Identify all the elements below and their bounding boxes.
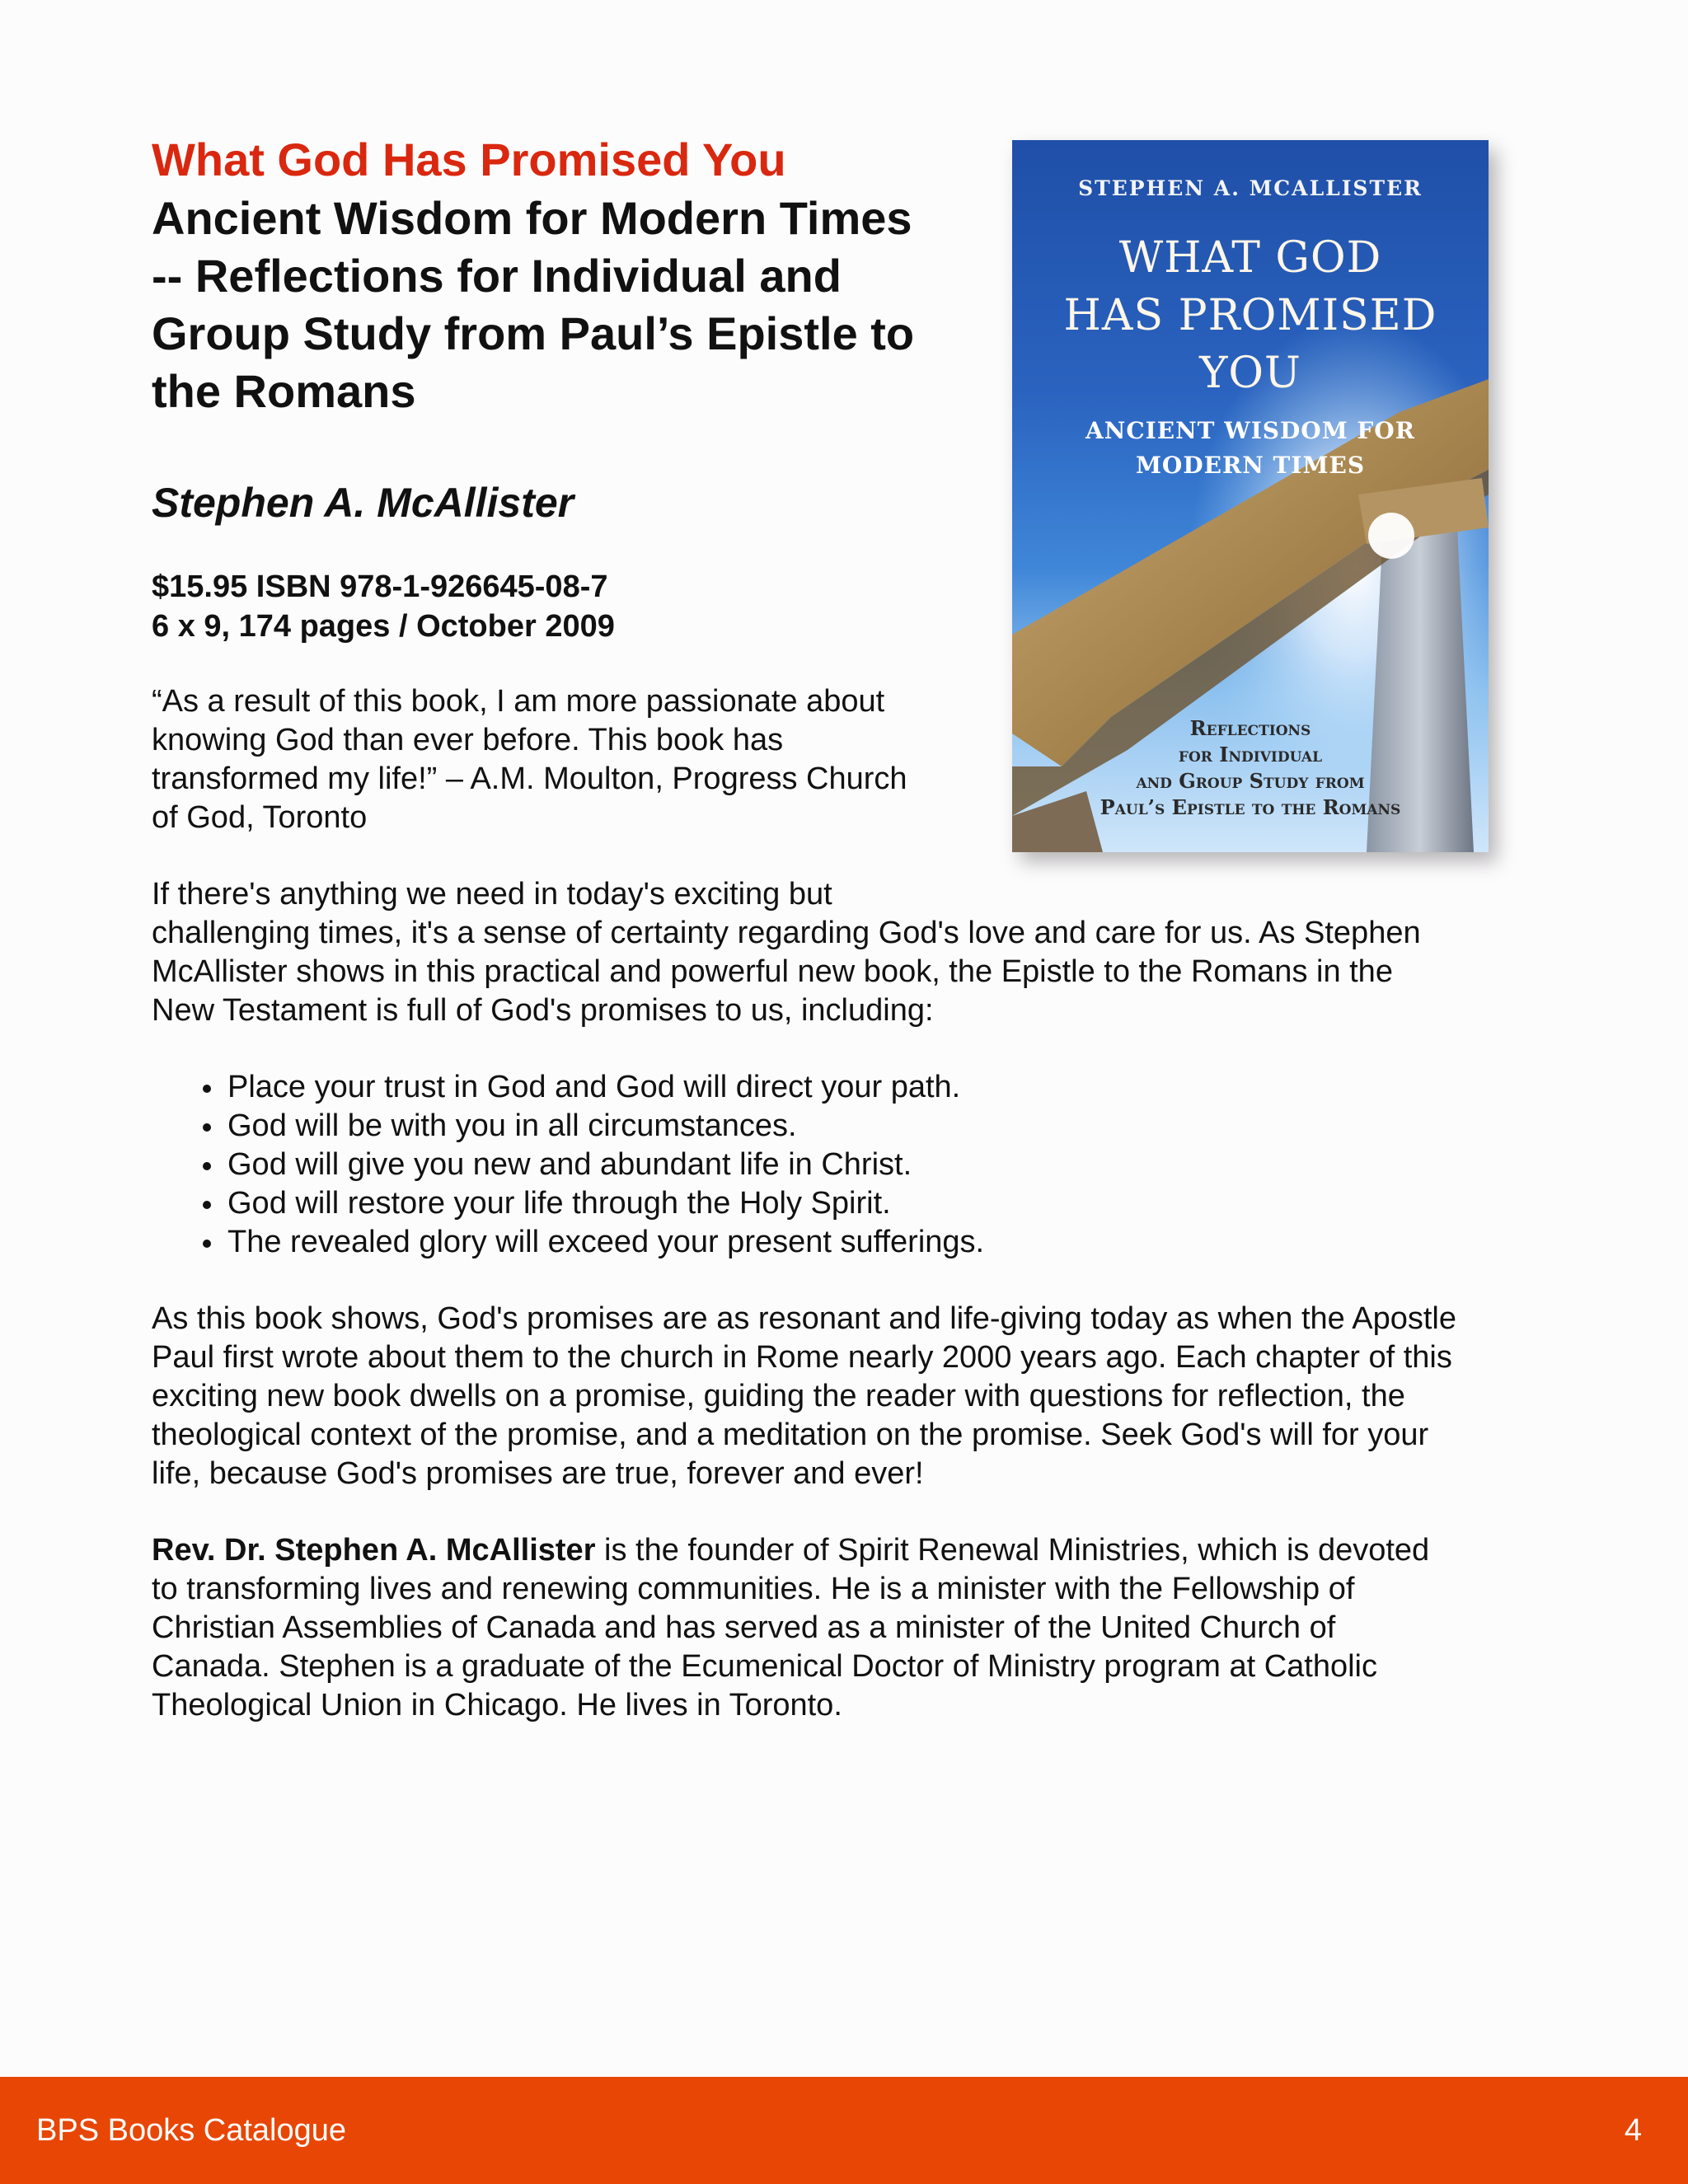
quote-line: of God, Toronto — [152, 800, 368, 835]
list-item — [152, 1146, 984, 1184]
description-line: As this book shows, God's promises are as resonant and life-giving today as when the Apostle — [152, 1301, 1457, 1336]
quote-line: transformed my life!” – A.M. Moulton, Progress Church — [152, 762, 907, 796]
cover-tagline-line: for Individual — [1178, 743, 1323, 766]
book-author: Stephen A. McAllister — [152, 480, 574, 526]
intro-line: challenging times, it's a sense of certainty regarding God's love and care for us. As Stephen — [152, 916, 1421, 950]
catalogue-name: BPS Books Catalogue — [36, 2113, 347, 2148]
testimonial-quote — [152, 682, 976, 837]
list-item — [152, 1223, 984, 1262]
promise-text: God will be with you in all circumstances. — [227, 1108, 797, 1143]
cover-title-line: WHAT GOD — [1118, 233, 1382, 283]
bullet-icon — [203, 1085, 211, 1093]
book-subtitle-line: the Romans — [152, 365, 416, 417]
cover-title-line: HAS PROMISED — [1063, 291, 1437, 340]
book-subtitle-line: Ancient Wisdom for Modern Times — [152, 192, 912, 244]
bio-line: to transforming lives and renewing communities. He is a minister with the Fellowship of — [152, 1572, 1355, 1606]
page-number: 4 — [1624, 2113, 1642, 2148]
book-subtitle-line: Group Study from Paul’s Epistle to — [152, 307, 915, 359]
cover-subtitle — [1012, 414, 1489, 483]
bullet-icon — [203, 1240, 211, 1248]
cover-title-line: YOU — [1199, 349, 1301, 398]
cover-tagline-line: Paul’s Epistle to the Romans — [1100, 795, 1401, 819]
cover-author: STEPHEN A. MCALLISTER — [1078, 176, 1423, 200]
bio-line: Theological Union in Chicago. He lives in Toronto. — [152, 1688, 842, 1722]
description-line: Paul first wrote about them to the church in Rome nearly 2000 years ago. Each chapter of this — [152, 1340, 1452, 1375]
promise-text: God will give you new and abundant life in Christ. — [227, 1147, 912, 1182]
quote-line: “As a result of this book, I am more passionate about — [152, 684, 885, 719]
quote-line: knowing God than ever before. This book has — [152, 723, 784, 757]
promise-text: Place your trust in God and God will direct your path. — [227, 1070, 961, 1104]
bio-first-line — [152, 1531, 1553, 1570]
book-subtitle-line: -- Reflections for Individual and — [152, 250, 842, 302]
description-paragraph — [152, 1300, 1553, 1493]
book-title-block — [152, 130, 992, 420]
page-footer — [0, 2077, 1688, 2184]
book-meta — [152, 567, 615, 646]
bullet-icon — [203, 1162, 211, 1170]
promises-list — [152, 1068, 984, 1262]
format-pages-date: 6 x 9, 174 pages / October 2009 — [152, 609, 615, 644]
intro-line: McAllister shows in this practical and powerful new book, the Epistle to the Romans in the — [152, 954, 1393, 989]
bio-text: is the founder of Spirit Renewal Ministries, which is devoted — [595, 1533, 1430, 1568]
price-isbn: $15.95 ISBN 978-1-926645-08-7 — [152, 569, 608, 604]
description-line: life, because God's promises are true, forever and ever! — [152, 1456, 924, 1491]
intro-line: New Testament is full of God's promises to us, including: — [152, 993, 934, 1028]
promise-text: God will restore your life through the Holy Spirit. — [227, 1186, 891, 1221]
cover-subtitle-line: MODERN TIMES — [1135, 452, 1366, 479]
bullet-icon — [203, 1123, 211, 1132]
list-item — [152, 1107, 984, 1146]
cover-subtitle-line: ANCIENT WISDOM FOR — [1085, 417, 1415, 444]
book-cover-image — [1012, 140, 1489, 852]
description-line: theological context of the promise, and a meditation on the promise. Seek God's will for your — [152, 1418, 1429, 1452]
list-item — [152, 1184, 984, 1223]
bio-line: Canada. Stephen is a graduate of the Ecumenical Doctor of Ministry program at Catholic — [152, 1649, 1377, 1684]
author-bio — [152, 1531, 1553, 1725]
cover-tagline-line: Reflections — [1189, 716, 1311, 740]
bullet-icon — [203, 1201, 211, 1209]
bio-name: Rev. Dr. Stephen A. McAllister — [152, 1533, 596, 1568]
cover-tagline-line: and Group Study from — [1136, 769, 1365, 793]
description-line: exciting new book dwells on a promise, guiding the reader with questions for reflection, the — [152, 1379, 1405, 1413]
intro-line: If there's anything we need in today's exciting but — [152, 877, 832, 912]
book-title: What God Has Promised You — [152, 134, 786, 185]
cover-title — [1012, 229, 1489, 402]
promise-text: The revealed glory will exceed your present sufferings. — [227, 1225, 985, 1259]
intro-paragraph — [152, 875, 1553, 1030]
cover-tagline — [1012, 715, 1489, 821]
list-item — [152, 1068, 984, 1107]
bio-line: Christian Assemblies of Canada and has served as a minister of the United Church of — [152, 1610, 1336, 1645]
